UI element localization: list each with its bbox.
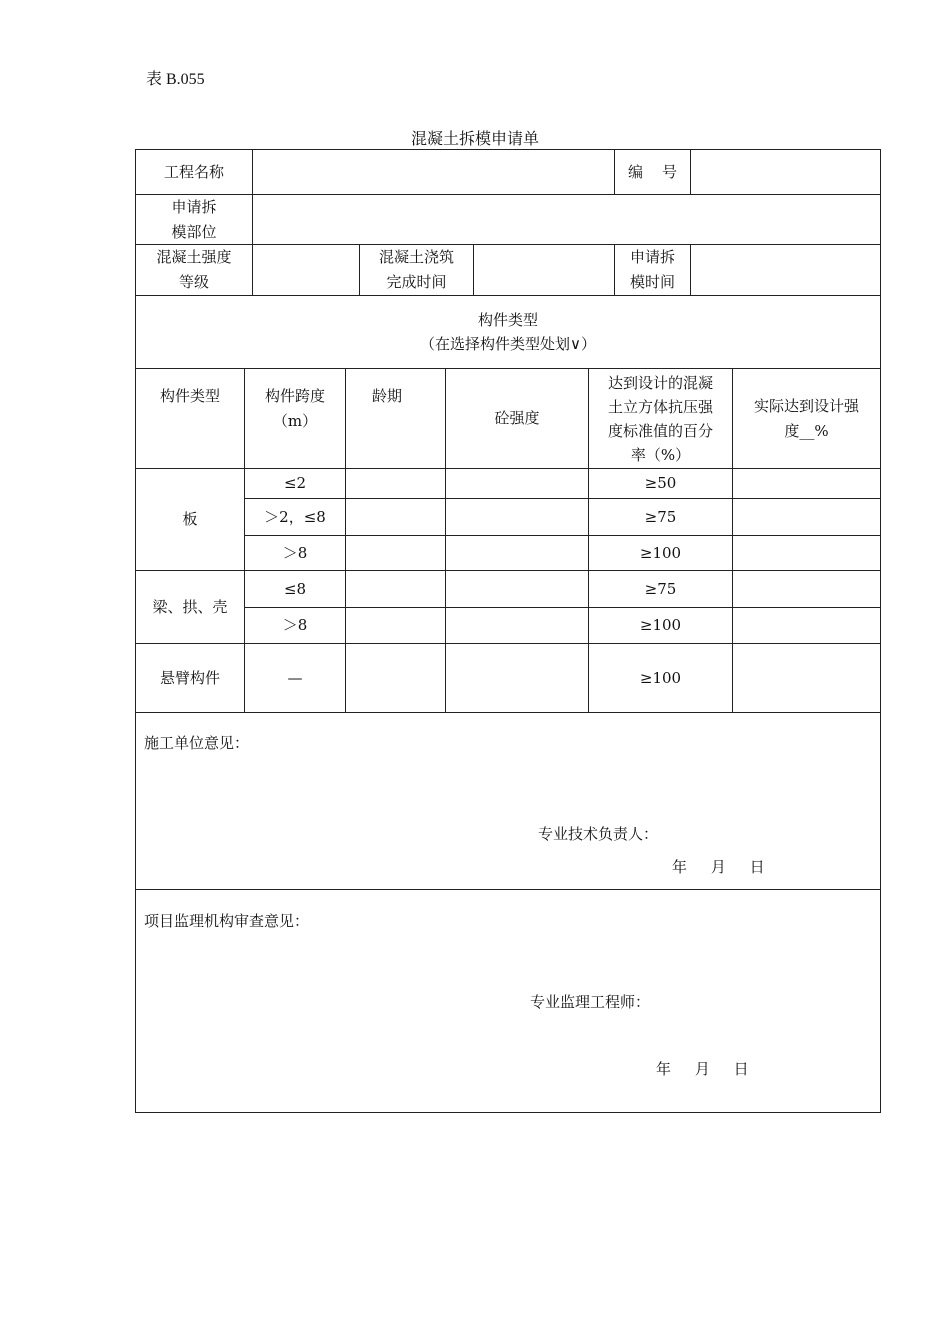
header-span-line1: 构件跨度 <box>264 387 325 405</box>
group-cantilever: 悬臂构件 <box>159 668 220 687</box>
grade-label-line1: 混凝土强度 <box>156 248 232 266</box>
supervisor-signer-label: 专业监理工程师： <box>530 993 651 1011</box>
component-type-section <box>136 296 880 368</box>
number-field[interactable] <box>691 150 880 194</box>
table-row-span: ≤8 <box>283 579 307 598</box>
header-pct-line2: 土立方体抗压强 <box>607 397 713 416</box>
supervisor-date: 年 月 日 <box>656 1060 749 1078</box>
header-pct-line3: 度标准值的百分 <box>607 421 713 440</box>
group-slab: 板 <box>182 510 198 528</box>
header-span <box>245 384 345 434</box>
header-actual-line2: 度__% <box>784 421 829 440</box>
project-name-label: 工程名称 <box>163 162 224 181</box>
pour-time-label <box>360 245 473 295</box>
removal-time-label-line1: 申请拆 <box>629 248 675 266</box>
pour-time-field[interactable] <box>474 245 614 295</box>
removal-time-field[interactable] <box>691 245 880 295</box>
header-type: 构件类型 <box>159 387 220 405</box>
removal-time-label <box>615 245 690 295</box>
form-code: 表 B.055 <box>146 71 205 88</box>
table-row-span: ＞8 <box>282 543 308 562</box>
header-strength: 砼强度 <box>494 409 540 427</box>
table-row-span: — <box>287 668 303 687</box>
header-actual <box>733 369 880 468</box>
grade-field[interactable] <box>253 245 359 295</box>
table-row-pct: ≥50 <box>644 474 677 492</box>
group-beam-arch-shell: 梁、拱、壳 <box>152 597 228 616</box>
pour-time-label-line1: 混凝土浇筑 <box>378 248 454 266</box>
header-percentage <box>589 369 732 468</box>
table-row-pct: ≥75 <box>644 507 677 526</box>
location-label <box>136 195 252 244</box>
section-title: 构件类型 <box>477 311 538 329</box>
contractor-date: 年 月 日 <box>672 858 765 876</box>
contractor-opinion-label: 施工单位意见： <box>144 734 250 752</box>
removal-time-label-line2: 模时间 <box>629 273 675 291</box>
table-row-span: ＞2，≤8 <box>264 507 326 526</box>
header-pct-line4: 率（%） <box>630 445 691 464</box>
form-title: 混凝土拆模申请单 <box>410 129 539 148</box>
table-row-pct: ≥100 <box>639 616 682 634</box>
table-row-pct: ≥100 <box>639 543 682 562</box>
location-label-line1: 申请拆 <box>171 197 217 216</box>
contractor-signer-label: 专业技术负责人： <box>538 825 659 843</box>
location-label-line2: 模部位 <box>171 222 217 241</box>
table-row-span: ＞8 <box>282 616 308 634</box>
project-name-field[interactable] <box>253 150 614 194</box>
table-row-pct: ≥75 <box>644 579 677 598</box>
grade-label <box>136 245 252 295</box>
pour-time-label-line2: 完成时间 <box>386 273 447 291</box>
table-row-pct: ≥100 <box>639 668 682 687</box>
section-instruction: （在选择构件类型处划∨） <box>420 335 596 353</box>
number-label: 编 号 <box>627 162 678 181</box>
grade-label-line2: 等级 <box>178 273 209 291</box>
header-age: 龄期 <box>371 387 402 405</box>
table-row-span: ≤2 <box>283 474 307 492</box>
supervisor-opinion-label: 项目监理机构审查意见： <box>144 912 310 930</box>
header-span-line2: （m） <box>272 412 318 430</box>
location-field[interactable] <box>253 195 880 244</box>
header-actual-line1: 实际达到设计强 <box>753 396 859 415</box>
header-pct-line1: 达到设计的混凝 <box>607 373 713 392</box>
